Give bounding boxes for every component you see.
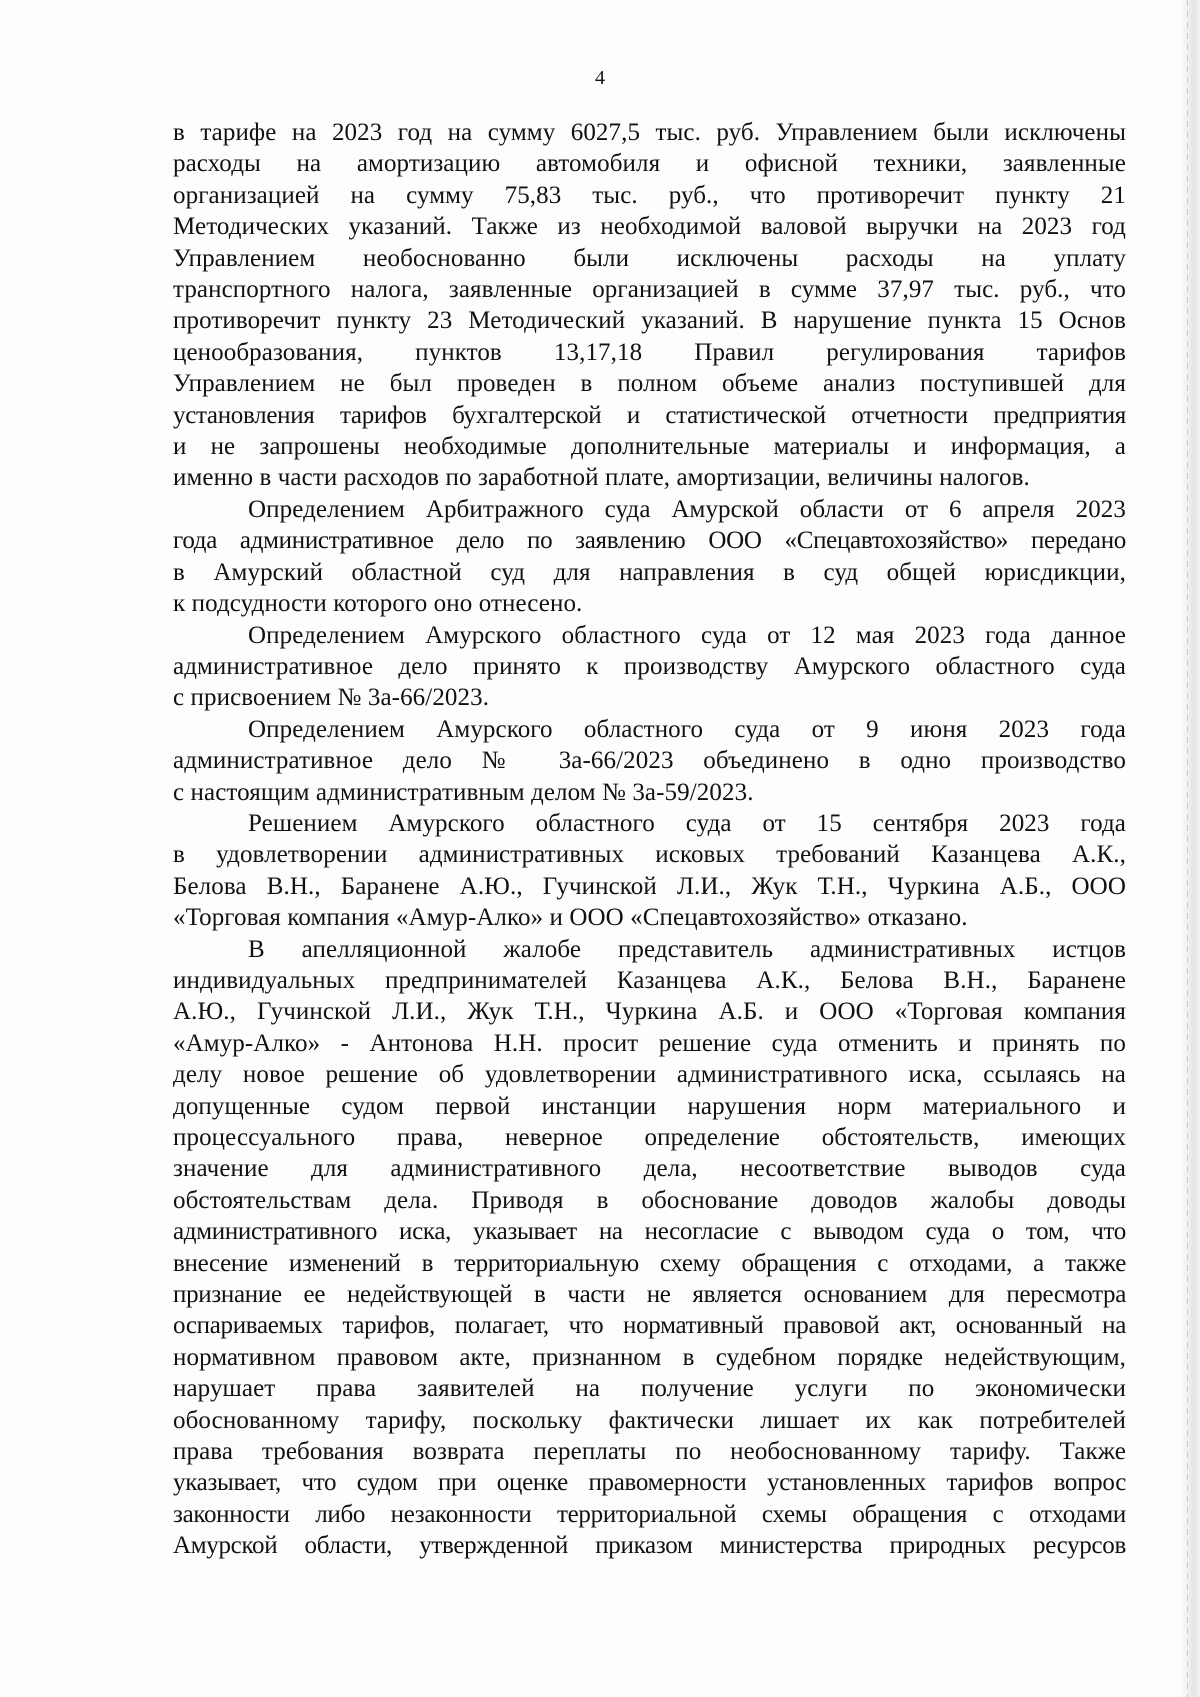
text-line: расходы на амортизацию автомобиля и офисной техники, заявленные xyxy=(173,150,1126,178)
text-line: признание ее недействующей в части не является основанием для пересмотра xyxy=(173,1281,1126,1309)
text-line: административное дело № 3а-66/2023 объединено в одно производство xyxy=(173,747,1126,775)
text-line: именно в части расходов по заработной плате, амортизации, величины налогов. xyxy=(173,464,1030,492)
text-line: Методических указаний. Также из необходимой валовой выручки на 2023 год xyxy=(173,213,1126,241)
text-line: нормативном правовом акте, признанном в судебном порядке недействующим, xyxy=(173,1343,1126,1371)
text-line: противоречит пункту 23 Методический указаний. В нарушение пункта 15 Основ xyxy=(173,307,1126,335)
text-line: указывает, что судом при оценке правомерности установленных тарифов вопрос xyxy=(173,1469,1126,1497)
text-line: Белова В.Н., Баранене А.Ю., Гучинской Л.И., Жук Т.Н., Чуркина А.Б., ООО xyxy=(173,872,1126,900)
text-line: делу новое решение об удовлетворении административного иска, ссылаясь на xyxy=(173,1061,1126,1089)
text-line: с присвоением № 3а-66/2023. xyxy=(173,684,490,712)
text-line: транспортного налога, заявленные организацией в сумме 37,97 тыс. руб., что xyxy=(173,276,1126,304)
text-line: права требования возврата переплаты по необоснованному тарифу. Также xyxy=(173,1438,1126,1466)
text-line: обстоятельствам дела. Приводя в обоснование доводов жалобы доводы xyxy=(173,1186,1126,1214)
text-line: внесение изменений в территориальную схему обращения с отходами, а также xyxy=(173,1249,1126,1277)
text-line: процессуального права, неверное определение обстоятельств, имеющих xyxy=(173,1124,1126,1151)
text-line: индивидуальных предпринимателей Казанцева А.К., Белова В.Н., Баранене xyxy=(173,966,1126,994)
text-line: Определением Арбитражного суда Амурской области от 6 апреля 2023 xyxy=(248,495,1126,523)
text-line: Определением Амурского областного суда от 12 мая 2023 года данное xyxy=(248,621,1126,649)
document-body xyxy=(173,117,1126,1562)
text-line: административное дело принято к производству Амурского областного суда xyxy=(173,652,1126,680)
text-line: года административное дело по заявлению ООО «Спецавтохозяйство» передано xyxy=(173,527,1126,555)
text-line: оспариваемых тарифов, полагает, что нормативный правовой акт, основанный на xyxy=(173,1312,1126,1340)
text-line: Амурской области, утвержденной приказом министерства природных ресурсов xyxy=(173,1532,1126,1560)
text-line: допущенные судом первой инстанции нарушения норм материального и xyxy=(173,1092,1126,1120)
page-number: 4 xyxy=(595,67,605,89)
text-line: в удовлетворении административных исковых требований Казанцева А.К., xyxy=(173,841,1126,869)
text-line: А.Ю., Гучинской Л.И., Жук Т.Н., Чуркина А.Б. и ООО «Торговая компания xyxy=(173,998,1126,1026)
text-line: Управлением необоснованно были исключены расходы на уплату xyxy=(173,244,1126,272)
text-line: с настоящим административным делом № 3а-59/2023. xyxy=(173,778,754,806)
text-line: В апелляционной жалобе представитель административных истцов xyxy=(248,935,1126,963)
text-line: «Амур-Алко» - Антонова Н.Н. просит решение суда отменить и принять по xyxy=(173,1029,1126,1057)
text-line: и не запрошены необходимые дополнительные материалы и информация, а xyxy=(173,433,1126,461)
text-line: организацией на сумму 75,83 тыс. руб., что противоречит пункту 21 xyxy=(173,181,1126,209)
text-line: к подсудности которого оно отнесено. xyxy=(173,590,583,618)
text-line: Определением Амурского областного суда от 9 июня 2023 года xyxy=(248,715,1126,743)
text-line: в тарифе на 2023 год на сумму 6027,5 тыс. руб. Управлением были исключены xyxy=(173,119,1126,146)
text-line: законности либо незаконности территориальной схемы обращения с отходами xyxy=(173,1500,1126,1528)
scan-edge xyxy=(1178,0,1200,1697)
text-line: установления тарифов бухгалтерской и статистической отчетности предприятия xyxy=(173,401,1126,429)
text-line: Управлением не был проведен в полном объеме анализ поступившей для xyxy=(173,370,1126,398)
text-line: нарушает права заявителей на получение услуги по экономически xyxy=(173,1375,1126,1403)
text-line: значение для административного дела, несоответствие выводов суда xyxy=(173,1155,1126,1183)
text-line: ценообразования, пунктов 13,17,18 Правил регулирования тарифов xyxy=(173,338,1126,366)
text-line: административного иска, указывает на несогласие с выводом суда о том, что xyxy=(173,1218,1126,1246)
text-line: Решением Амурского областного суда от 15 сентября 2023 года xyxy=(248,809,1126,837)
text-line: обоснованному тарифу, поскольку фактически лишает их как потребителей xyxy=(173,1406,1126,1434)
text-line: «Торговая компания «Амур-Алко» и ООО «Спецавтохозяйство» отказано. xyxy=(173,904,968,932)
text-line: в Амурский областной суд для направления в суд общей юрисдикции, xyxy=(173,558,1126,586)
